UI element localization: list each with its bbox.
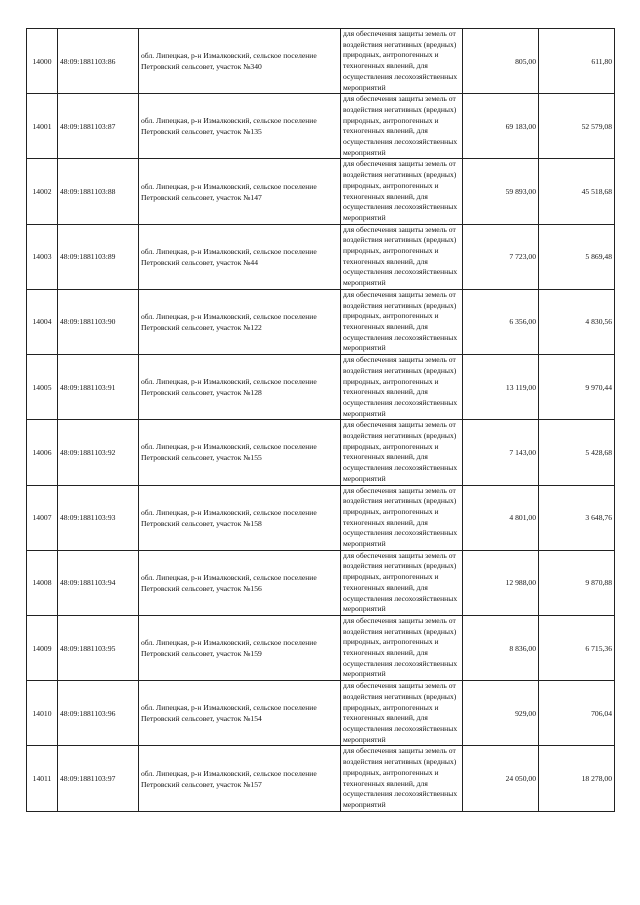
address-cell: обл. Липецкая, р-н Измалковский, сельское поселение Петровский сельсовет, участок №147 xyxy=(139,159,341,224)
table-row xyxy=(27,420,615,485)
cadastral-value-cell: 4 830,56 xyxy=(539,289,615,354)
permitted-use-cell: для обеспечения защиты земель от воздействия негативных (вредных) природных, антропогенных и техногенных явлений, для осуществления лесохозяйственных мероприятий xyxy=(341,159,463,224)
cadastral-value-cell: 45 518,68 xyxy=(539,159,615,224)
address-cell: обл. Липецкая, р-н Измалковский, сельское поселение Петровский сельсовет, участок №156 xyxy=(139,550,341,615)
address-cell: обл. Липецкая, р-н Измалковский, сельское поселение Петровский сельсовет, участок №159 xyxy=(139,615,341,680)
area-cell: 7 143,00 xyxy=(463,420,539,485)
area-cell: 24 050,00 xyxy=(463,746,539,811)
permitted-use-cell: для обеспечения защиты земель от воздействия негативных (вредных) природных, антропогенных и техногенных явлений, для осуществления лесохозяйственных мероприятий xyxy=(341,485,463,550)
row-number-cell: 14004 xyxy=(27,289,58,354)
row-number-cell: 14006 xyxy=(27,420,58,485)
cadastral-number-cell: 48:09:1881103:91 xyxy=(58,355,139,420)
table-row xyxy=(27,681,615,746)
cadastral-value-cell: 18 278,00 xyxy=(539,746,615,811)
permitted-use-cell: для обеспечения защиты земель от воздействия негативных (вредных) природных, антропогенных и техногенных явлений, для осуществления лесохозяйственных мероприятий xyxy=(341,224,463,289)
area-cell: 59 893,00 xyxy=(463,159,539,224)
address-cell: обл. Липецкая, р-н Измалковский, сельское поселение Петровский сельсовет, участок №44 xyxy=(139,224,341,289)
address-cell: обл. Липецкая, р-н Измалковский, сельское поселение Петровский сельсовет, участок №158 xyxy=(139,485,341,550)
area-cell: 69 183,00 xyxy=(463,94,539,159)
area-cell: 805,00 xyxy=(463,29,539,94)
cadastral-number-cell: 48:09:1881103:86 xyxy=(58,29,139,94)
table-row xyxy=(27,159,615,224)
area-cell: 4 801,00 xyxy=(463,485,539,550)
land-plots-table xyxy=(26,28,615,812)
table-row xyxy=(27,94,615,159)
table-row xyxy=(27,29,615,94)
row-number-cell: 14011 xyxy=(27,746,58,811)
table-row xyxy=(27,485,615,550)
permitted-use-cell: для обеспечения защиты земель от воздействия негативных (вредных) природных, антропогенных и техногенных явлений, для осуществления лесохозяйственных мероприятий xyxy=(341,615,463,680)
row-number-cell: 14008 xyxy=(27,550,58,615)
cadastral-value-cell: 3 648,76 xyxy=(539,485,615,550)
table-body xyxy=(27,29,615,812)
row-number-cell: 14002 xyxy=(27,159,58,224)
address-cell: обл. Липецкая, р-н Измалковский, сельское поселение Петровский сельсовет, участок №135 xyxy=(139,94,341,159)
row-number-cell: 14000 xyxy=(27,29,58,94)
cadastral-number-cell: 48:09:1881103:88 xyxy=(58,159,139,224)
table-row xyxy=(27,224,615,289)
row-number-cell: 14009 xyxy=(27,615,58,680)
permitted-use-cell: для обеспечения защиты земель от воздействия негативных (вредных) природных, антропогенных и техногенных явлений, для осуществления лесохозяйственных мероприятий xyxy=(341,355,463,420)
cadastral-value-cell: 5 428,68 xyxy=(539,420,615,485)
cadastral-value-cell: 52 579,08 xyxy=(539,94,615,159)
cadastral-value-cell: 9 870,88 xyxy=(539,550,615,615)
cadastral-number-cell: 48:09:1881103:87 xyxy=(58,94,139,159)
cadastral-number-cell: 48:09:1881103:95 xyxy=(58,615,139,680)
cadastral-number-cell: 48:09:1881103:93 xyxy=(58,485,139,550)
cadastral-value-cell: 6 715,36 xyxy=(539,615,615,680)
area-cell: 7 723,00 xyxy=(463,224,539,289)
permitted-use-cell: для обеспечения защиты земель от воздействия негативных (вредных) природных, антропогенных и техногенных явлений, для осуществления лесохозяйственных мероприятий xyxy=(341,681,463,746)
area-cell: 12 988,00 xyxy=(463,550,539,615)
area-cell: 929,00 xyxy=(463,681,539,746)
address-cell: обл. Липецкая, р-н Измалковский, сельское поселение Петровский сельсовет, участок №157 xyxy=(139,746,341,811)
area-cell: 6 356,00 xyxy=(463,289,539,354)
address-cell: обл. Липецкая, р-н Измалковский, сельское поселение Петровский сельсовет, участок №128 xyxy=(139,355,341,420)
cadastral-number-cell: 48:09:1881103:92 xyxy=(58,420,139,485)
table-row xyxy=(27,355,615,420)
cadastral-value-cell: 706,04 xyxy=(539,681,615,746)
row-number-cell: 14003 xyxy=(27,224,58,289)
permitted-use-cell: для обеспечения защиты земель от воздействия негативных (вредных) природных, антропогенных и техногенных явлений, для осуществления лесохозяйственных мероприятий xyxy=(341,94,463,159)
row-number-cell: 14010 xyxy=(27,681,58,746)
cadastral-number-cell: 48:09:1881103:94 xyxy=(58,550,139,615)
area-cell: 13 119,00 xyxy=(463,355,539,420)
table-row xyxy=(27,289,615,354)
document-page xyxy=(26,28,614,812)
cadastral-number-cell: 48:09:1881103:89 xyxy=(58,224,139,289)
permitted-use-cell: для обеспечения защиты земель от воздействия негативных (вредных) природных, антропогенных и техногенных явлений, для осуществления лесохозяйственных мероприятий xyxy=(341,289,463,354)
permitted-use-cell: для обеспечения защиты земель от воздействия негативных (вредных) природных, антропогенных и техногенных явлений, для осуществления лесохозяйственных мероприятий xyxy=(341,29,463,94)
address-cell: обл. Липецкая, р-н Измалковский, сельское поселение Петровский сельсовет, участок №155 xyxy=(139,420,341,485)
cadastral-value-cell: 611,80 xyxy=(539,29,615,94)
address-cell: обл. Липецкая, р-н Измалковский, сельское поселение Петровский сельсовет, участок №154 xyxy=(139,681,341,746)
table-row xyxy=(27,615,615,680)
cadastral-value-cell: 9 970,44 xyxy=(539,355,615,420)
cadastral-number-cell: 48:09:1881103:97 xyxy=(58,746,139,811)
table-row xyxy=(27,550,615,615)
permitted-use-cell: для обеспечения защиты земель от воздействия негативных (вредных) природных, антропогенных и техногенных явлений, для осуществления лесохозяйственных мероприятий xyxy=(341,746,463,811)
area-cell: 8 836,00 xyxy=(463,615,539,680)
cadastral-number-cell: 48:09:1881103:96 xyxy=(58,681,139,746)
table-row xyxy=(27,746,615,811)
permitted-use-cell: для обеспечения защиты земель от воздействия негативных (вредных) природных, антропогенных и техногенных явлений, для осуществления лесохозяйственных мероприятий xyxy=(341,550,463,615)
cadastral-value-cell: 5 869,48 xyxy=(539,224,615,289)
row-number-cell: 14001 xyxy=(27,94,58,159)
permitted-use-cell: для обеспечения защиты земель от воздействия негативных (вредных) природных, антропогенных и техногенных явлений, для осуществления лесохозяйственных мероприятий xyxy=(341,420,463,485)
row-number-cell: 14007 xyxy=(27,485,58,550)
address-cell: обл. Липецкая, р-н Измалковский, сельское поселение Петровский сельсовет, участок №340 xyxy=(139,29,341,94)
address-cell: обл. Липецкая, р-н Измалковский, сельское поселение Петровский сельсовет, участок №122 xyxy=(139,289,341,354)
row-number-cell: 14005 xyxy=(27,355,58,420)
cadastral-number-cell: 48:09:1881103:90 xyxy=(58,289,139,354)
